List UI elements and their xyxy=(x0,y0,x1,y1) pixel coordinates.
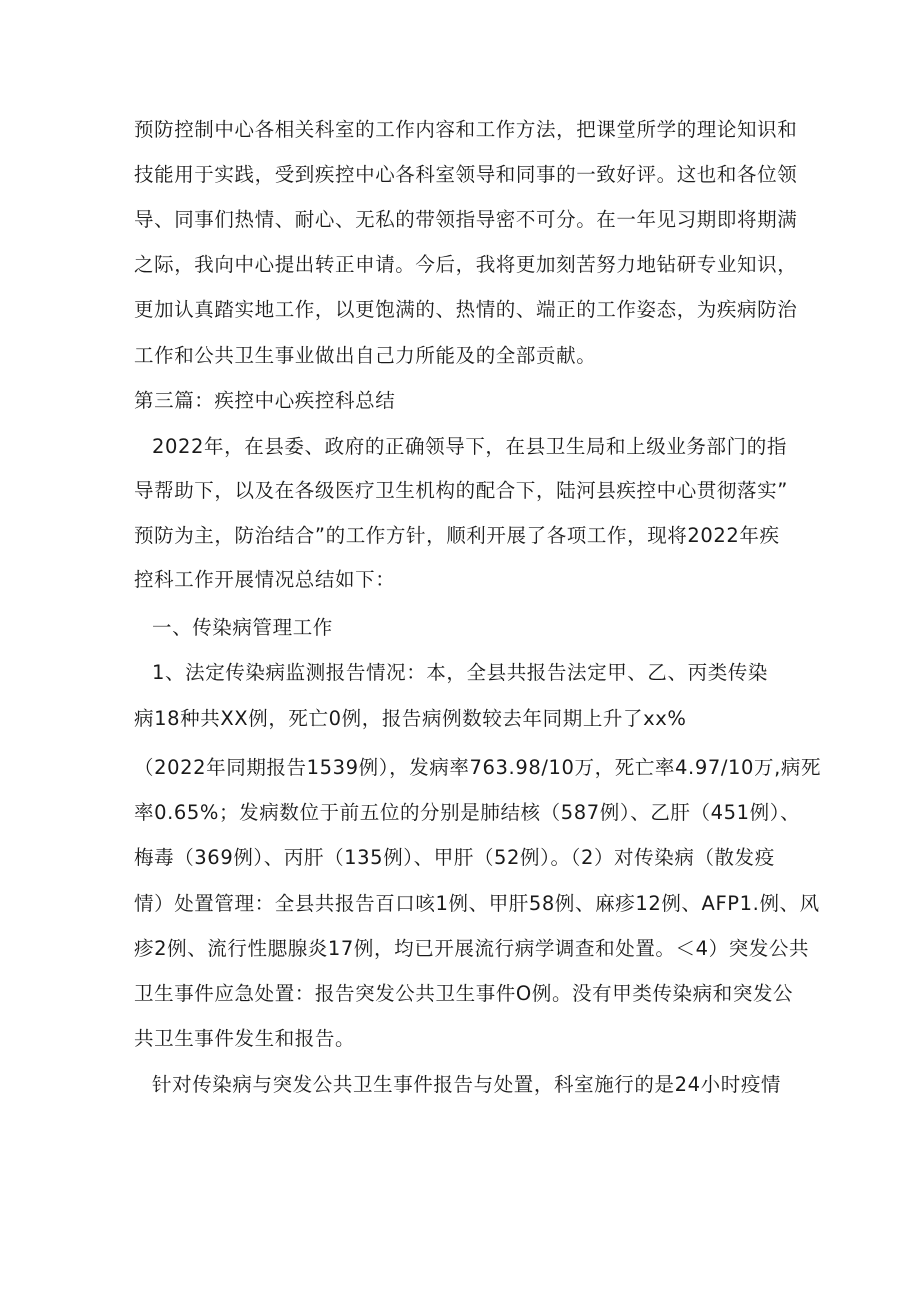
text-line: 疹2例、流行性腮腺炎17例，均已开展流行病学调查和处置。＜4）突发公共 xyxy=(134,937,810,960)
text-line: 预防控制中心各相关科室的工作内容和工作方法，把课堂所学的理论知识和 xyxy=(134,118,798,141)
text-line: 共卫生事件发生和报告。 xyxy=(134,1027,356,1050)
text-line: 工作和公共卫生事业做出自己力所能及的全部贡献。 xyxy=(134,344,597,367)
text-line: 2022年，在县委、政府的正确领导下，在县卫生局和上级业务部门的指 xyxy=(152,435,787,458)
text-line: 控科工作开展情况总结如下： xyxy=(134,568,396,591)
subsection-title: 一、传染病管理工作 xyxy=(152,616,333,639)
section-heading: 第三篇：疾控中心疾控科总结 xyxy=(134,389,396,412)
text-line: 针对传染病与突发公共卫生事件报告与处置，科室施行的是24小时疫情 xyxy=(152,1073,782,1096)
text-line: 导帮助下，以及在各级医疗卫生机构的配合下，陆河县疾控中心贯彻落实” xyxy=(134,479,788,502)
text-line: 之际，我向中心提出转正申请。今后，我将更加刻苦努力地钻研专业知识， xyxy=(134,253,798,276)
text-line: 技能用于实践，受到疾控中心各科室领导和同事的一致好评。这也和各位领 xyxy=(134,163,798,186)
text-line: 卫生事件应急处置：报告突发公共卫生事件O例。没有甲类传染病和突发公 xyxy=(134,982,794,1005)
text-line: 病18种共XX例，死亡0例，报告病例数较去年同期上升了xx% xyxy=(134,707,687,730)
text-line: 更加认真踏实地工作，以更饱满的、热情的、端正的工作姿态，为疾病防治 xyxy=(134,298,798,321)
text-line: 导、同事们热情、耐心、无私的带领指导密不可分。在一年见习期即将期满 xyxy=(134,208,798,231)
text-line: （2022年同期报告1539例），发病率763.98/10万，死亡率4.97/10万,病死 xyxy=(134,756,822,779)
text-line: 情）处置管理：全县共报告百口咳1例、甲肝58例、麻疹12例、AFP1.例、风 xyxy=(134,892,820,915)
text-line: 率0.65%；发病数位于前五位的分别是肺结核（587例）、乙肝（451例）、 xyxy=(134,801,801,824)
text-line: 1、法定传染病监测报告情况：本，全县共报告法定甲、乙、丙类传染 xyxy=(152,661,769,684)
text-line: 预防为主，防治结合”的工作方针，顺利开展了各项工作，现将2022年疾 xyxy=(134,524,780,547)
text-line: 梅毒（369例）、丙肝（135例）、甲肝（52例）。（2）对传染病（散发疫 xyxy=(134,846,775,869)
